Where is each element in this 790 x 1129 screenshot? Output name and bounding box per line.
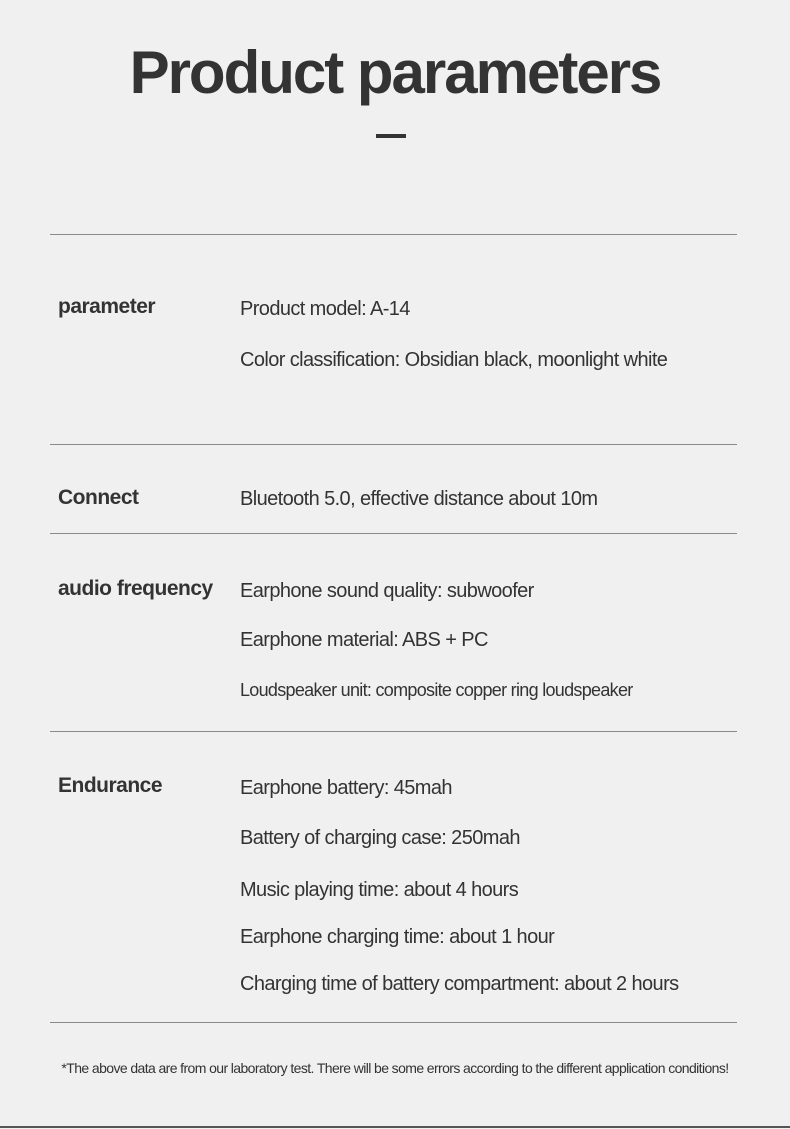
footnote-disclaimer: *The above data are from our laboratory test. There will be some errors according to the different application conditions! [61,1060,729,1076]
section-divider [50,731,737,732]
spec-bluetooth: Bluetooth 5.0, effective distance about 10m [240,488,598,510]
section-label-endurance: Endurance [58,774,163,797]
section-divider [50,234,737,235]
spec-earphone-charging-time: Earphone charging time: about 1 hour [240,926,555,948]
spec-loudspeaker-unit: Loudspeaker unit: composite copper ring loudspeaker [240,680,633,700]
title-dash-divider [376,134,406,138]
section-divider [50,444,737,445]
spec-case-battery: Battery of charging case: 250mah [240,827,520,849]
page-title: Product parameters [129,39,661,106]
spec-earphone-battery: Earphone battery: 45mah [240,777,452,799]
spec-music-playing-time: Music playing time: about 4 hours [240,879,519,901]
spec-product-model: Product model: A-14 [240,298,410,320]
section-label-audio-frequency: audio frequency [58,577,213,600]
spec-sound-quality: Earphone sound quality: subwoofer [240,580,534,602]
section-label-parameter: parameter [58,295,156,318]
section-divider [50,533,737,534]
bottom-border [0,1126,790,1128]
section-divider [50,1022,737,1023]
section-label-connect: Connect [58,486,139,509]
spec-case-charging-time: Charging time of battery compartment: about 2 hours [240,973,679,995]
spec-earphone-material: Earphone material: ABS + PC [240,629,488,651]
spec-color-classification: Color classification: Obsidian black, moonlight white [240,349,668,371]
